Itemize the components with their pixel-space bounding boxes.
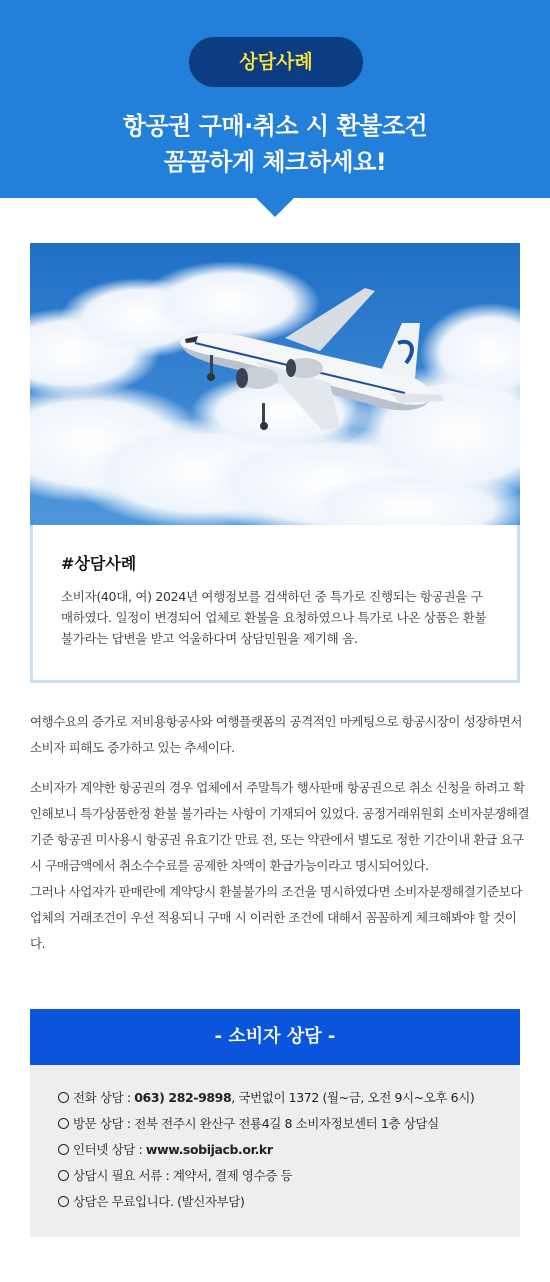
- case-description: 소비자(40대, 여) 2024년 여행정보를 검색하던 중 특가로 진행되는 항공권을 구매하였다. 일정이 변경되어 업체로 환불을 요청하였으나 특가로 나온 상품은 환불불가라는 답변을 받고 억울하다며 상담민원을 제기해 옴.: [61, 589, 487, 646]
- airplane-photo: [30, 243, 520, 528]
- consult-web-label: 인터넷 상담 :: [73, 1142, 146, 1157]
- consult-phone: [58, 1085, 520, 1111]
- consult-docs: [58, 1163, 520, 1189]
- consult-web-link[interactable]: www.sobijacb.or.kr: [145, 1142, 273, 1157]
- consult-visit-text: 방문 상담 : 전북 전주시 완산구 전룡4길 8 소비자정보센터 1층 상담실: [73, 1116, 439, 1131]
- consult-free-text: 상담은 무료입니다. (발신자부담): [73, 1194, 245, 1209]
- header-pointer: [255, 197, 295, 217]
- circle-icon: [58, 1092, 69, 1103]
- consult-web: [58, 1137, 520, 1163]
- header-banner: [0, 0, 550, 198]
- consult-visit: [58, 1111, 520, 1137]
- analysis-paragraph-part-2: 그러나 사업자가 판매란에 계약당시 환불불가의 조건을 명시하였다면 소비자분쟁해결기준보다 업체의 거래조건이 우선 적용되니 구매 시 이러한 조건에 대해서 꼼꼼하게 체크해봐야 할 것이다.: [30, 884, 523, 951]
- consult-phone-label: 전화 상담 :: [73, 1090, 135, 1105]
- analysis-paragraph-part-1: 소비자가 계약한 항공권의 경우 업체에서 주말특가 행사판매 항공권으로 취소 신청을 하려고 확인해보니 특가상품한정 환불 불가라는 사항이 기재되어 있었다. 공정거래위원회 소비자분쟁해결기준 항공권 미사용시 항공권 유효기간 만료 전, 또는 약관에서 별도로 정한 기간이내 환급 요구 시 구매금액에서 취소수수료를 공제한 차액이 환급가능이라고 명시되어있다.: [30, 780, 530, 873]
- consult-header: - 소비자 상담 -: [30, 1009, 520, 1065]
- consult-docs-text: 상담시 필요 서류 : 계약서, 결제 영수증 등: [73, 1168, 293, 1183]
- page-title-line-1: 항공권 구매·취소 시 환불조건: [122, 112, 428, 140]
- consult-info-box: [30, 1065, 520, 1237]
- consult-phone-number[interactable]: 063) 282-9898: [134, 1090, 232, 1105]
- page-title-line-2: 꼼꼼하게 체크하세요!: [163, 148, 387, 176]
- circle-icon: [58, 1144, 69, 1155]
- circle-icon: [58, 1196, 69, 1207]
- case-box: [30, 525, 520, 683]
- circle-icon: [58, 1170, 69, 1181]
- consult-phone-rest: , 국번없이 1372 (월~금, 오전 9시~오후 6시): [231, 1090, 475, 1105]
- page-title: [0, 108, 550, 180]
- case-title: #상담사례: [61, 554, 137, 573]
- intro-paragraph: 여행수요의 증가로 저비용항공사와 여행플랫폼의 공격적인 마케팅으로 항공시장이 성장하면서 소비자 피해도 증가하고 있는 추세이다.: [30, 714, 523, 755]
- analysis-paragraph: [30, 775, 530, 957]
- consult-free: [58, 1189, 520, 1215]
- category-badge: 상담사례: [189, 37, 363, 87]
- circle-icon: [58, 1118, 69, 1129]
- airplane-illustration: [30, 243, 520, 528]
